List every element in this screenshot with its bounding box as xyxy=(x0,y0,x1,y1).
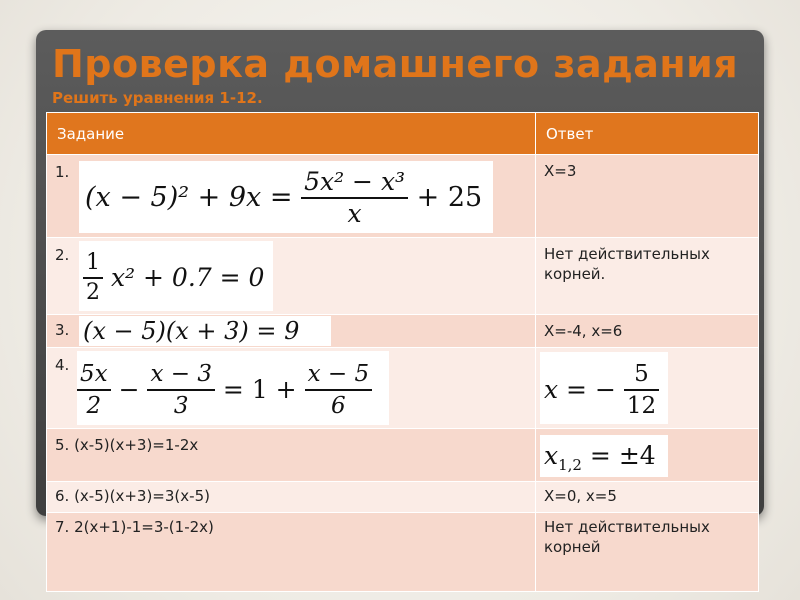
equation-4 xyxy=(77,351,389,425)
answer-cell xyxy=(536,482,759,513)
task-cell xyxy=(47,315,536,348)
eq1-left: (x − 5)² + 9x = xyxy=(85,181,293,213)
header-task: Задание xyxy=(47,113,536,155)
answer-text: X=0, x=5 xyxy=(544,487,617,505)
eq4-minus: − xyxy=(118,374,140,404)
table-row xyxy=(47,482,759,513)
eq2-numerator: 1 xyxy=(86,249,100,275)
table-header-row xyxy=(47,113,759,155)
task-text: 6. (x-5)(x+3)=3(x-5) xyxy=(55,487,210,505)
eq1-fraction xyxy=(301,167,408,229)
table-row xyxy=(47,513,759,592)
eq4-num3: x − 5 xyxy=(307,360,370,387)
eq4-den2: 3 xyxy=(147,389,215,421)
task-cell xyxy=(47,238,536,315)
ans4-left: x = − xyxy=(544,374,616,404)
equation-1 xyxy=(79,161,493,233)
table-row xyxy=(47,429,759,482)
ans5-sub: 1,2 xyxy=(558,456,582,474)
equation-3 xyxy=(79,316,331,346)
eq4-fraction-2 xyxy=(147,359,215,421)
eq4-fraction-3 xyxy=(305,359,373,421)
table-row xyxy=(47,348,759,429)
equation-2 xyxy=(79,241,273,311)
slide-subtitle: Решить уравнения 1-12. xyxy=(52,89,263,107)
answer-text: Нет действительных корней xyxy=(544,518,710,556)
answer-cell xyxy=(536,513,759,592)
task-cell xyxy=(47,482,536,513)
answer-text: X=-4, x=6 xyxy=(544,322,623,340)
task-number: 3. xyxy=(55,321,70,339)
task-number: 1. xyxy=(55,163,70,181)
eq1-numerator: 5x² − x³ xyxy=(304,166,406,196)
table-row xyxy=(47,315,759,348)
eq1-right: + 25 xyxy=(416,181,483,213)
eq4-num2: x − 3 xyxy=(150,360,212,387)
answer-text: Нет действительных корней. xyxy=(544,245,710,283)
eq2-fraction xyxy=(83,249,103,307)
header-answer: Ответ xyxy=(536,113,759,155)
eq4-fraction-1 xyxy=(77,359,111,421)
task-text: 7. 2(x+1)-1=3-(1-2x) xyxy=(55,518,214,536)
task-number: 4. xyxy=(55,356,70,374)
slide-title: Проверка домашнего задания xyxy=(52,42,739,86)
task-text: 5. (x-5)(x+3)=1-2x xyxy=(55,436,199,454)
task-cell xyxy=(47,155,536,238)
ans5-rest: = ±4 xyxy=(589,441,656,470)
table-row xyxy=(47,155,759,238)
answer-cell xyxy=(536,315,759,348)
eq1-denominator: x xyxy=(301,197,408,229)
eq2-denominator: 2 xyxy=(83,277,103,307)
answer-text: X=3 xyxy=(544,162,577,180)
task-cell xyxy=(47,513,536,592)
answer-formula-5 xyxy=(540,435,668,477)
answer-cell xyxy=(536,348,759,429)
table-row xyxy=(47,238,759,315)
homework-table xyxy=(46,112,759,592)
eq3-text: (x − 5)(x + 3) = 9 xyxy=(83,317,300,345)
eq4-den1: 2 xyxy=(77,389,111,421)
answer-cell xyxy=(536,155,759,238)
ans5-var: x xyxy=(544,441,559,470)
ans4-denominator: 12 xyxy=(624,389,659,421)
task-cell xyxy=(47,348,536,429)
task-cell xyxy=(47,429,536,482)
answer-cell xyxy=(536,238,759,315)
answer-cell xyxy=(536,429,759,482)
ans4-numerator: 5 xyxy=(634,360,649,387)
ans4-fraction xyxy=(624,359,659,421)
eq4-num1: 5x xyxy=(80,360,108,387)
eq2-rest: x² + 0.7 = 0 xyxy=(110,262,265,292)
answer-formula-4 xyxy=(540,352,668,424)
eq4-mid: = 1 + xyxy=(222,374,297,404)
task-number: 2. xyxy=(55,246,70,264)
eq4-den3: 6 xyxy=(305,389,373,421)
